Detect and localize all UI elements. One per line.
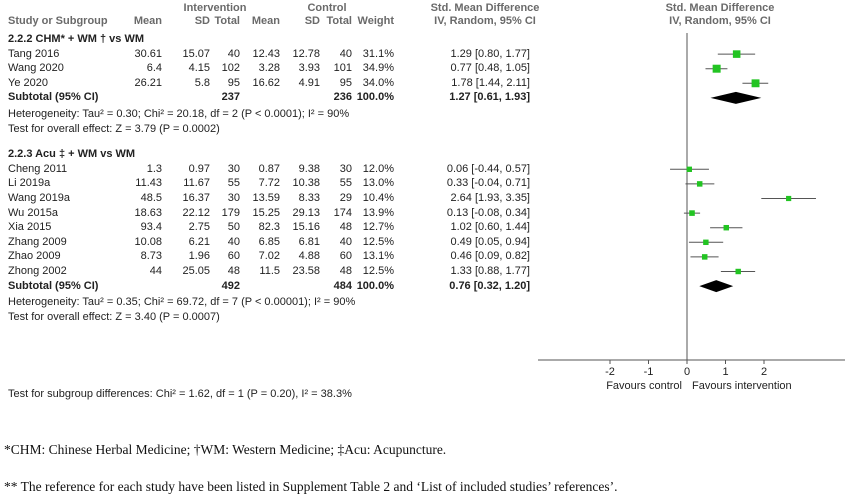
plot-title-header: Std. Mean Difference xyxy=(665,2,775,14)
study-1-1-weight: 13.0% xyxy=(362,177,394,190)
study-column-header: Study or Subgroup xyxy=(8,15,108,27)
study-1-5-effect-ci: 0.49 [0.05, 0.94] xyxy=(450,235,530,248)
study-1-4-int-mean: 93.4 xyxy=(140,221,162,234)
study-1-2-weight: 10.4% xyxy=(362,192,394,204)
study-1-7-int-mean: 44 xyxy=(149,265,162,277)
study-1-5-marker xyxy=(703,240,708,245)
study-0-0-ctl-total: 40 xyxy=(339,47,352,60)
study-1-6-int-mean: 8.73 xyxy=(140,250,162,263)
footnote-1: *CHM: Chinese Herbal Medicine; †WM: Western Medicine; ‡Acu: Acupuncture. xyxy=(4,442,447,457)
study-1-0-ctl-sd: 9.38 xyxy=(298,162,320,175)
subgroup-1-overall-effect: Test for overall effect: Z = 3.40 (P = 0.0007) xyxy=(8,310,220,323)
study-0-1-ctl-total: 101 xyxy=(333,62,352,75)
study-1-3-weight: 13.9% xyxy=(362,206,394,219)
footnote-2: ** The reference for each study have been listed in Supplement Table 2 and ‘List of included studies’ references’. xyxy=(4,479,618,494)
study-1-5-ctl-sd: 6.81 xyxy=(298,235,320,248)
subtotal-1-int-total: 492 xyxy=(221,279,240,292)
study-1-4-effect-ci: 1.02 [0.60, 1.44] xyxy=(450,221,530,234)
study-1-6-ctl-total: 60 xyxy=(339,250,352,263)
subtotal-0-diamond xyxy=(710,92,761,104)
study-1-6-study-name: Zhao 2009 xyxy=(8,250,61,263)
study-0-1-effect-ci: 0.77 [0.48, 1.05] xyxy=(450,62,530,75)
study-1-7-marker xyxy=(735,269,740,274)
study-1-3-study-name: Wu 2015a xyxy=(8,206,58,219)
study-1-4-int-total: 50 xyxy=(227,221,240,234)
study-0-1-study-name: Wang 2020 xyxy=(8,62,64,75)
subgroup-differences-test: Test for subgroup differences: Chi² = 1.62, df = 1 (P = 0.20), I² = 38.3% xyxy=(8,388,352,400)
study-1-5-weight: 12.5% xyxy=(362,235,394,248)
study-1-2-effect-ci: 2.64 [1.93, 3.35] xyxy=(450,192,530,204)
study-1-6-ctl-sd: 4.88 xyxy=(298,250,320,263)
subgroup-0-heterogeneity: Heterogeneity: Tau² = 0.30; Chi² = 20.18, df = 2 (P < 0.0001); I² = 90% xyxy=(8,108,350,120)
study-1-1-ctl-sd: 10.38 xyxy=(292,177,320,190)
ctl-total-header: Total xyxy=(326,15,352,27)
study-1-5-int-sd: 6.21 xyxy=(188,235,210,248)
study-1-6-marker xyxy=(702,254,707,259)
study-0-0-int-sd: 15.07 xyxy=(182,47,210,60)
x-tick-label-2: 0 xyxy=(683,366,691,378)
study-1-7-ctl-mean: 11.5 xyxy=(259,265,280,277)
study-0-2-study-name: Ye 2020 xyxy=(8,76,48,89)
study-0-0-int-mean: 30.61 xyxy=(134,47,162,60)
study-1-4-ctl-mean: 82.3 xyxy=(258,221,280,234)
subgroup-0-overall-effect: Test for overall effect: Z = 3.79 (P = 0.0002) xyxy=(8,122,220,135)
study-0-2-effect-ci: 1.78 [1.44, 2.11] xyxy=(451,76,530,89)
study-0-2-weight: 34.0% xyxy=(362,76,394,89)
study-1-1-int-sd: 11.67 xyxy=(183,177,210,190)
study-1-2-int-sd: 16.37 xyxy=(182,192,210,204)
study-0-2-marker xyxy=(752,79,760,87)
effect-sub-header: IV, Random, 95% CI xyxy=(434,15,536,27)
study-0-0-marker xyxy=(733,50,741,58)
study-1-7-ctl-total: 48 xyxy=(339,265,352,277)
study-0-2-int-mean: 26.21 xyxy=(134,76,162,89)
subtotal-1-effect-ci: 0.76 [0.32, 1.20] xyxy=(449,279,530,292)
study-1-2-study-name: Wang 2019a xyxy=(8,192,70,204)
study-1-6-ctl-mean: 7.02 xyxy=(258,250,280,263)
study-1-6-effect-ci: 0.46 [0.09, 0.82] xyxy=(450,250,530,263)
study-1-3-ctl-mean: 15.25 xyxy=(252,206,280,219)
study-1-6-weight: 13.1% xyxy=(362,250,394,263)
study-1-1-ctl-total: 55 xyxy=(339,177,352,190)
study-0-1-int-total: 102 xyxy=(221,62,240,75)
study-1-0-study-name: Cheng 2011 xyxy=(8,162,68,175)
study-1-1-study-name: Li 2019a xyxy=(8,177,51,190)
study-0-2-int-sd: 5.8 xyxy=(194,76,210,89)
study-1-0-int-total: 30 xyxy=(227,162,240,175)
subtotal-1-label: Subtotal (95% CI) xyxy=(8,279,99,292)
study-1-0-weight: 12.0% xyxy=(362,162,394,175)
favours-right-label: Favours intervention xyxy=(692,380,792,392)
study-0-0-ctl-sd: 12.78 xyxy=(292,47,320,60)
study-0-2-ctl-mean: 16.62 xyxy=(252,76,280,89)
study-1-0-int-mean: 1.3 xyxy=(146,162,162,175)
study-1-7-weight: 12.5% xyxy=(362,265,394,277)
x-tick-label-0: -2 xyxy=(605,366,615,378)
int-total-header: Total xyxy=(214,15,240,27)
study-1-6-int-sd: 1.96 xyxy=(188,250,210,263)
subtotal-1-diamond xyxy=(699,280,733,292)
subtotal-0-label: Subtotal (95% CI) xyxy=(8,91,99,104)
study-1-4-ctl-sd: 15.16 xyxy=(292,221,320,234)
study-1-4-marker xyxy=(724,225,729,230)
weight-header: Weight xyxy=(357,15,394,27)
study-1-3-ctl-sd: 29.13 xyxy=(292,206,320,219)
study-1-7-int-sd: 25.05 xyxy=(182,265,210,277)
study-1-7-ctl-sd: 23.58 xyxy=(292,265,320,277)
study-0-1-marker xyxy=(713,65,721,73)
study-1-4-study-name: Xia 2015 xyxy=(8,221,52,234)
int-sd-header: SD xyxy=(194,15,210,27)
subgroup-1-title: 2.2.3 Acu ‡ + WM vs WM xyxy=(8,148,136,161)
study-1-5-ctl-total: 40 xyxy=(339,235,352,248)
study-0-0-int-total: 40 xyxy=(227,47,240,60)
study-1-0-effect-ci: 0.06 [-0.44, 0.57] xyxy=(446,162,530,175)
study-1-7-int-total: 48 xyxy=(227,265,240,277)
study-1-2-ctl-sd: 8.33 xyxy=(298,192,320,204)
study-1-2-ctl-mean: 13.59 xyxy=(252,192,280,204)
study-1-0-marker xyxy=(687,167,692,172)
ctl-mean-header: Mean xyxy=(251,15,280,27)
study-1-5-int-mean: 10.08 xyxy=(134,235,162,248)
int-mean-header: Mean xyxy=(133,15,162,27)
study-1-4-weight: 12.7% xyxy=(362,221,394,234)
study-0-0-weight: 31.1% xyxy=(362,47,394,60)
study-1-3-int-sd: 22.12 xyxy=(182,206,210,219)
study-0-0-ctl-mean: 12.43 xyxy=(252,47,280,60)
study-1-2-int-mean: 48.5 xyxy=(140,192,162,204)
study-0-2-int-total: 95 xyxy=(227,76,240,89)
study-1-1-effect-ci: 0.33 [-0.04, 0.71] xyxy=(446,177,530,190)
study-1-7-study-name: Zhong 2002 xyxy=(8,265,67,277)
plot-sub-header: IV, Random, 95% CI xyxy=(669,15,771,27)
group-control-header: Control xyxy=(307,2,347,14)
subtotal-0-int-total: 237 xyxy=(221,91,240,104)
study-1-3-ctl-total: 174 xyxy=(333,206,352,219)
study-0-0-effect-ci: 1.29 [0.80, 1.77] xyxy=(450,47,530,60)
study-1-5-study-name: Zhang 2009 xyxy=(8,235,67,248)
study-0-1-int-sd: 4.15 xyxy=(188,62,210,75)
study-1-3-marker xyxy=(689,210,695,216)
study-0-1-int-mean: 6.4 xyxy=(146,62,162,75)
subtotal-0-effect-ci: 1.27 [0.61, 1.93] xyxy=(449,91,530,104)
study-1-0-int-sd: 0.97 xyxy=(188,162,210,175)
study-0-0-study-name: Tang 2016 xyxy=(8,47,60,60)
study-1-0-ctl-mean: 0.87 xyxy=(258,162,280,175)
study-1-7-effect-ci: 1.33 [0.88, 1.77] xyxy=(450,265,530,277)
study-1-5-ctl-mean: 6.85 xyxy=(258,235,280,248)
x-tick-label-3: 1 xyxy=(722,366,729,378)
study-1-2-int-total: 30 xyxy=(227,192,240,204)
study-0-1-ctl-sd: 3.93 xyxy=(298,62,320,75)
study-1-2-ctl-total: 29 xyxy=(339,192,352,204)
study-1-3-int-total: 179 xyxy=(221,206,240,219)
effect-title-header: Std. Mean Difference xyxy=(430,2,540,14)
study-0-1-ctl-mean: 3.28 xyxy=(258,62,280,75)
favours-left-label: Favours control xyxy=(606,380,682,392)
study-1-4-int-sd: 2.75 xyxy=(188,221,210,234)
study-1-1-ctl-mean: 7.72 xyxy=(258,177,280,190)
subtotal-1-weight: 100.0% xyxy=(356,279,394,292)
study-0-2-ctl-total: 95 xyxy=(339,76,352,89)
study-1-0-ctl-total: 30 xyxy=(339,162,352,175)
study-1-3-effect-ci: 0.13 [-0.08, 0.34] xyxy=(446,206,530,219)
ctl-sd-header: SD xyxy=(304,15,320,27)
subtotal-0-weight: 100.0% xyxy=(356,91,394,104)
subtotal-0-ctl-total: 236 xyxy=(333,91,352,104)
study-1-6-int-total: 60 xyxy=(227,250,240,263)
subtotal-1-ctl-total: 484 xyxy=(333,279,352,292)
x-tick-label-4: 2 xyxy=(760,366,768,378)
study-1-5-int-total: 40 xyxy=(227,235,240,248)
subgroup-0-title: 2.2.2 CHM* + WM † vs WM xyxy=(8,33,145,45)
study-1-4-ctl-total: 48 xyxy=(339,221,352,234)
group-intervention-header: Intervention xyxy=(183,2,247,14)
study-0-1-weight: 34.9% xyxy=(362,62,394,75)
subgroup-1-heterogeneity: Heterogeneity: Tau² = 0.35; Chi² = 69.72, df = 7 (P < 0.00001); I² = 90% xyxy=(8,296,356,309)
study-1-1-marker xyxy=(697,181,702,186)
study-1-3-int-mean: 18.63 xyxy=(134,206,162,219)
study-1-2-marker xyxy=(786,196,791,201)
study-1-1-int-total: 55 xyxy=(227,177,240,190)
x-tick-label-1: -1 xyxy=(643,366,654,378)
study-1-1-int-mean: 11.43 xyxy=(135,177,162,190)
study-0-2-ctl-sd: 4.91 xyxy=(298,76,320,89)
